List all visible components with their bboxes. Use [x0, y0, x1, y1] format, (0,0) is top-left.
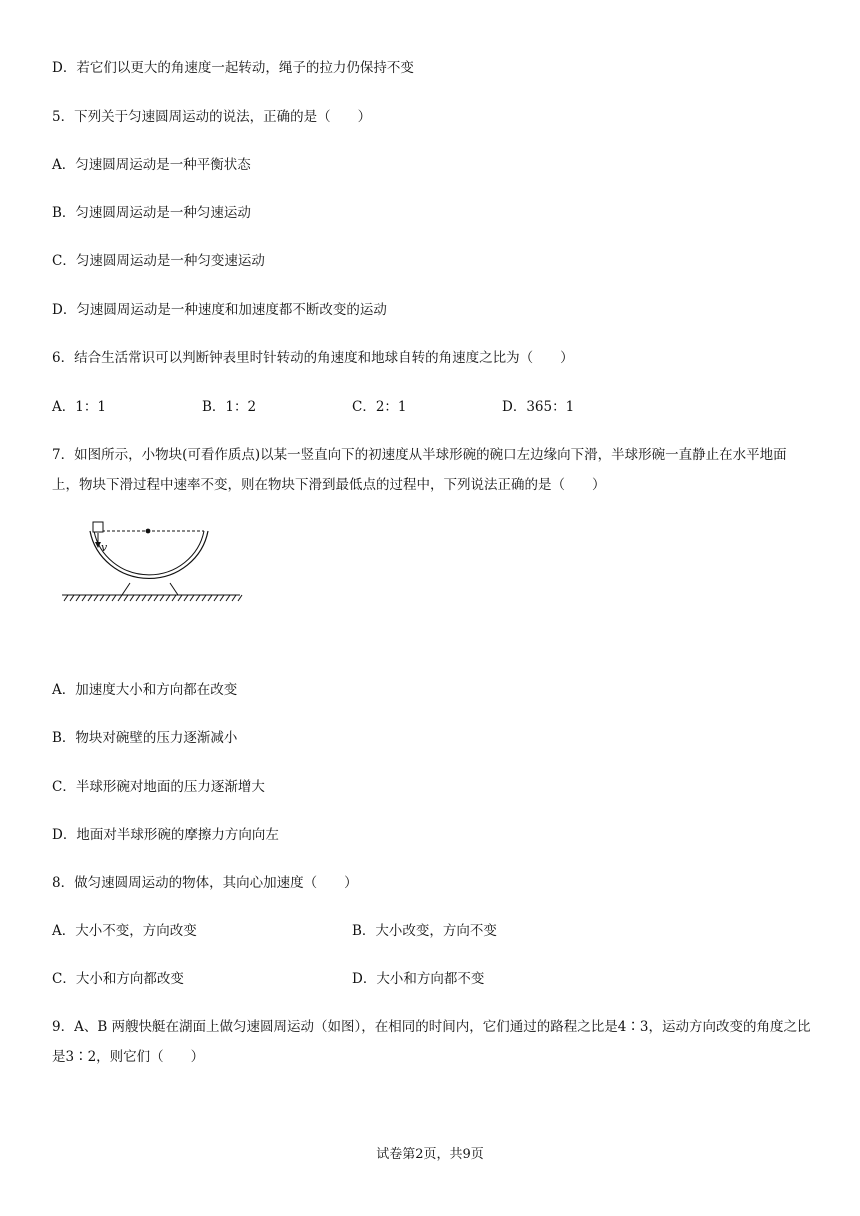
bowl-outer — [90, 531, 208, 578]
q7-option-d: D．地面对半球形碗的摩擦力方向向左 — [52, 827, 279, 843]
q5-option-b: B．匀速圆周运动是一种匀速运动 — [52, 205, 251, 221]
bowl-center-dot — [146, 529, 151, 534]
q7-option-c: C．半球形碗对地面的压力逐渐增大 — [52, 779, 265, 795]
velocity-label: v — [101, 541, 108, 554]
q8-option-a: A．大小不变，方向改变 — [52, 923, 197, 939]
q8-option-b: B．大小改变，方向不变 — [352, 923, 497, 939]
q6-option-d: D．365：1 — [502, 399, 575, 415]
bowl-stand — [122, 583, 178, 595]
page-footer: 试卷第2页，共9页 — [376, 1147, 484, 1162]
q6-option-a: A．1：1 — [52, 399, 106, 415]
q5-option-d: D．匀速圆周运动是一种速度和加速度都不断改变的运动 — [52, 302, 387, 318]
q8-option-d: D．大小和方向都不变 — [352, 971, 485, 987]
q5-stem: 5．下列关于匀速圆周运动的说法，正确的是（ ） — [52, 109, 372, 125]
q6-option-c: C．2：1 — [352, 399, 407, 415]
q7-option-a: A．加速度大小和方向都在改变 — [52, 682, 238, 698]
q5-option-a: A．匀速圆周运动是一种平衡状态 — [52, 157, 251, 173]
q9-stem: 9．A、B 两艘快艇在湖面上做匀速圆周运动（如图），在相同的时间内，它们通过的路程之比是4∶3，运动方向改变的角度之比是3∶2，则它们（ ） — [52, 1019, 811, 1065]
small-block — [93, 522, 103, 532]
ground-hatch — [62, 595, 242, 601]
q8-stem: 8．做匀速圆周运动的物体，其向心加速度（ ） — [52, 875, 358, 891]
q7-option-b: B．物块对碗壁的压力逐渐减小 — [52, 730, 238, 746]
q5-option-c: C．匀速圆周运动是一种匀变速运动 — [52, 253, 265, 269]
q6-option-b: B．1：2 — [202, 399, 257, 415]
q8-option-c: C．大小和方向都改变 — [52, 971, 184, 987]
q7-stem: 7．如图所示，小物块(可看作质点)以某一竖直向下的初速度从半球形碗的碗口左边缘向下滑，半球形碗一直静止在水平地面上，物块下滑过程中速率不变，则在物块下滑到最低点的过程中，下列说法正确的是（ ） — [52, 447, 787, 493]
bowl-figure — [58, 515, 248, 607]
q4-option-d: D．若它们以更大的角速度一起转动，绳子的拉力仍保持不变 — [52, 60, 414, 76]
bowl-inner — [94, 531, 204, 575]
q6-stem: 6．结合生活常识可以判断钟表里时针转动的角速度和地球自转的角速度之比为（ ） — [52, 350, 574, 366]
